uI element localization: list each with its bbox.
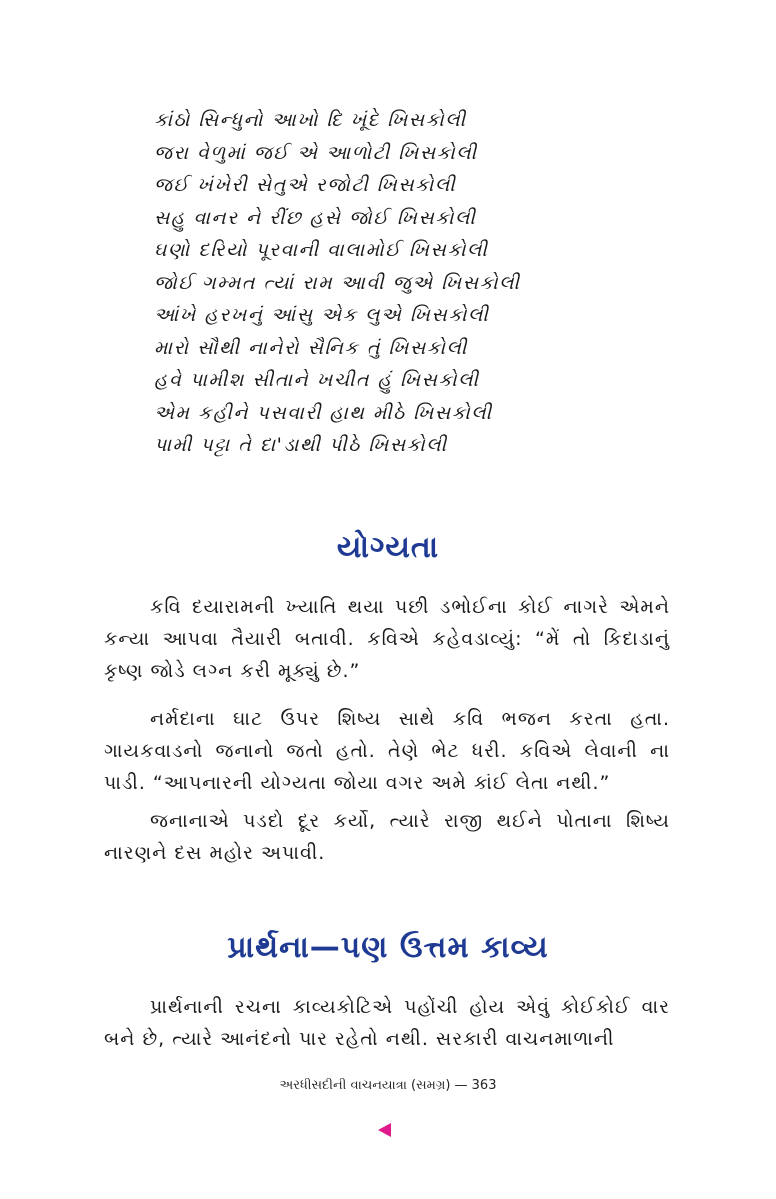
poem-line: આંખે હરખનું આંસુ એક લુએ ખિસકોલી	[154, 304, 490, 326]
poem-line: હવે પામીશ સીતાને ખચીત હું ખિસકોલી	[154, 369, 480, 391]
page-footer: અરધીસદીની વાચનયાત્રા (સમગ્ર) — 363	[279, 1078, 497, 1093]
paragraph: પ્રાર્થનાની રચના કાવ્યકોટિએ પહોંચી હોય એવું કોઈકોઈ વાર બને છે, ત્યારે આનંદનો પાર રહેતો નથી. સરકારી વાચનમાળાની	[104, 996, 670, 1050]
paragraph: જનાનાએ પડદો દૂર કર્યો, ત્યારે રાજી થઈને પોતાના શિષ્ય નારણને દસ મહોર અપાવી.	[104, 810, 670, 864]
poem-line: જઈ ખંખેરી સેતુએ રજોટી ખિસકોલી	[154, 174, 457, 196]
section-title-yogyata: યોગ્યતા	[336, 530, 440, 565]
triangle-left-icon[interactable]	[378, 1123, 391, 1137]
poem-line: જરા વેળુમાં જઈ એ આળોટી ખિસકોલી	[154, 141, 478, 164]
poem-line: જોઈ ગમ્મત ત્યાં રામ આવી જુએ ખિસકોલી	[154, 271, 521, 294]
paragraph: કવિ દયારામની ખ્યાતિ થયા પછી ડભોઈના કોઈ નાગરે એમને કન્યા આપવા તૈયારી બતાવી. કવિએ કહેવડાવ્યું: “મેં તો કિદાડાનું કૃષ્ણ જોડે લગ્ન કરી મૂક્યું છે.”	[104, 596, 670, 682]
poem-line: ઘણો દરિયો પૂરવાની વાલામોઈ ખિસકોલી	[154, 239, 489, 261]
poem-block	[154, 104, 624, 462]
poem-line: પામી પટ્ટા તે દા'ડાથી પીઠે ખિસકોલી	[154, 434, 448, 456]
poem-line: એમ કહીને પસવારી હાથ મીઠે ખિસકોલી	[154, 401, 493, 424]
paragraph: નર્મદાના ઘાટ ઉપર શિષ્ય સાથે કવિ ભજન કરતા હતા. ગાયકવાડનો જનાનો જતો હતો. તેણે ભેટ ધરી. કવિએ લેવાની ના પાડી. “આપનારની યોગ્યતા જોયા વગર અમે કાંઈ લેતા નથી.”	[104, 708, 670, 794]
poem-line: સહુ વાનર ને રીંછ હસે જોઈ ખિસકોલી	[154, 206, 477, 229]
poem-line: મારો સૌથી નાનેરો સૈનિક તું ખિસકોલી	[154, 336, 468, 359]
section-title-prarthana: પ્રાર્થના—પણ ઉત્તમ કાવ્ય	[227, 930, 549, 965]
poem-line: કાંઠો સિન્ધુનો આખો દિ ખૂંદે ખિસકોલી	[154, 109, 467, 131]
